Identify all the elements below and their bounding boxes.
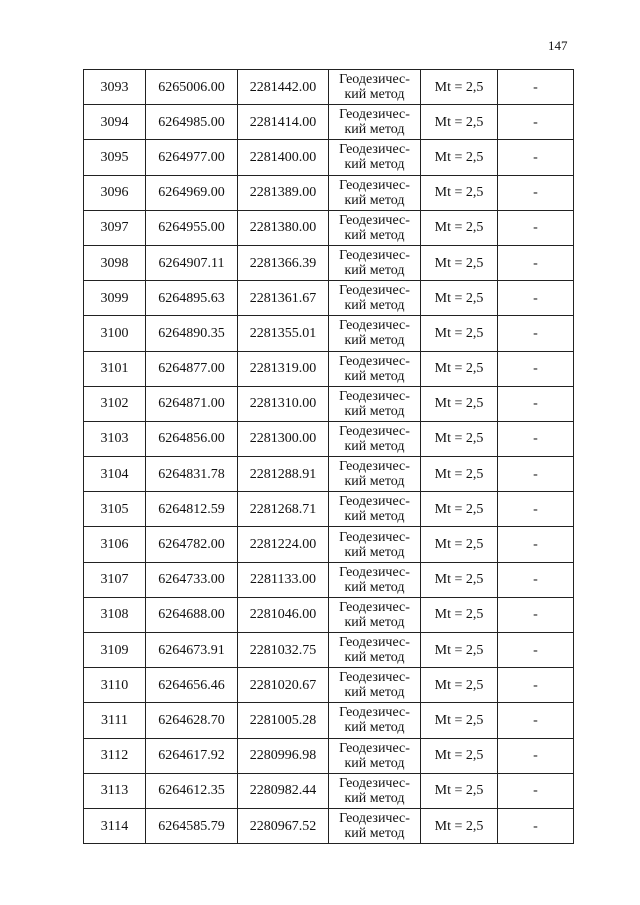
method-cell (329, 386, 421, 421)
x-coordinate-cell: 6264907.11 (146, 245, 238, 280)
accuracy-cell: Mt = 2,5 (421, 281, 498, 316)
table-row (84, 421, 574, 456)
method-line-1: Геодезичес- (339, 423, 410, 439)
table-row (84, 281, 574, 316)
method-cell (329, 421, 421, 456)
method-cell (329, 492, 421, 527)
accuracy-cell: Mt = 2,5 (421, 738, 498, 773)
accuracy-cell: Mt = 2,5 (421, 492, 498, 527)
table-row (84, 703, 574, 738)
x-coordinate-cell: 6264617.92 (146, 738, 238, 773)
method-line-2: кий метод (344, 509, 405, 525)
y-coordinate-cell: 2281005.28 (238, 703, 329, 738)
method-line-2: кий метод (344, 227, 405, 243)
point-number-cell: 3108 (84, 597, 146, 632)
method-line-1: Геодезичес- (339, 142, 410, 158)
method-cell (329, 105, 421, 140)
note-cell: - (498, 703, 574, 738)
accuracy-cell: Mt = 2,5 (421, 70, 498, 105)
note-cell: - (498, 738, 574, 773)
table-row (84, 105, 574, 140)
method-cell (329, 175, 421, 210)
accuracy-cell: Mt = 2,5 (421, 140, 498, 175)
method-cell (329, 457, 421, 492)
method-line-1: Геодезичес- (339, 635, 410, 651)
method-line-1: Геодезичес- (339, 564, 410, 580)
x-coordinate-cell: 6264955.00 (146, 210, 238, 245)
method-cell (329, 633, 421, 668)
note-cell: - (498, 668, 574, 703)
y-coordinate-cell: 2281414.00 (238, 105, 329, 140)
method-line-1: Геодезичес- (339, 811, 410, 827)
method-line-2: кий метод (344, 368, 405, 384)
method-line-2: кий метод (344, 192, 405, 208)
note-cell: - (498, 281, 574, 316)
point-number-cell: 3112 (84, 738, 146, 773)
method-line-2: кий метод (344, 298, 405, 314)
point-number-cell: 3103 (84, 421, 146, 456)
method-cell (329, 281, 421, 316)
method-cell (329, 703, 421, 738)
coordinates-table (83, 69, 574, 844)
method-cell (329, 808, 421, 843)
point-number-cell: 3105 (84, 492, 146, 527)
y-coordinate-cell: 2281319.00 (238, 351, 329, 386)
table-row (84, 245, 574, 280)
point-number-cell: 3094 (84, 105, 146, 140)
y-coordinate-cell: 2281032.75 (238, 633, 329, 668)
method-cell (329, 351, 421, 386)
point-number-cell: 3102 (84, 386, 146, 421)
y-coordinate-cell: 2280967.52 (238, 808, 329, 843)
method-line-1: Геодезичес- (339, 740, 410, 756)
x-coordinate-cell: 6264985.00 (146, 105, 238, 140)
note-cell: - (498, 457, 574, 492)
note-cell: - (498, 773, 574, 808)
table-row (84, 808, 574, 843)
method-line-2: кий метод (344, 438, 405, 454)
accuracy-cell: Mt = 2,5 (421, 457, 498, 492)
method-cell (329, 316, 421, 351)
x-coordinate-cell: 6264656.46 (146, 668, 238, 703)
y-coordinate-cell: 2281442.00 (238, 70, 329, 105)
y-coordinate-cell: 2281288.91 (238, 457, 329, 492)
method-line-1: Геодезичес- (339, 494, 410, 510)
method-line-2: кий метод (344, 650, 405, 666)
note-cell: - (498, 175, 574, 210)
note-cell: - (498, 492, 574, 527)
accuracy-cell: Mt = 2,5 (421, 562, 498, 597)
accuracy-cell: Mt = 2,5 (421, 703, 498, 738)
method-line-2: кий метод (344, 579, 405, 595)
method-cell (329, 562, 421, 597)
note-cell: - (498, 245, 574, 280)
point-number-cell: 3100 (84, 316, 146, 351)
y-coordinate-cell: 2281389.00 (238, 175, 329, 210)
method-cell (329, 597, 421, 632)
x-coordinate-cell: 6265006.00 (146, 70, 238, 105)
note-cell: - (498, 351, 574, 386)
x-coordinate-cell: 6264673.91 (146, 633, 238, 668)
method-cell (329, 70, 421, 105)
method-line-1: Геодезичес- (339, 353, 410, 369)
point-number-cell: 3113 (84, 773, 146, 808)
note-cell: - (498, 808, 574, 843)
method-line-2: кий метод (344, 755, 405, 771)
method-line-1: Геодезичес- (339, 212, 410, 228)
y-coordinate-cell: 2281300.00 (238, 421, 329, 456)
table-row (84, 386, 574, 421)
method-line-1: Геодезичес- (339, 318, 410, 334)
method-cell (329, 140, 421, 175)
y-coordinate-cell: 2281355.01 (238, 316, 329, 351)
method-line-2: кий метод (344, 403, 405, 419)
point-number-cell: 3111 (84, 703, 146, 738)
table-row (84, 562, 574, 597)
accuracy-cell: Mt = 2,5 (421, 668, 498, 703)
accuracy-cell: Mt = 2,5 (421, 421, 498, 456)
method-line-2: кий метод (344, 685, 405, 701)
method-line-2: кий метод (344, 122, 405, 138)
note-cell: - (498, 527, 574, 562)
table-row (84, 773, 574, 808)
method-line-2: кий метод (344, 614, 405, 630)
table-row (84, 633, 574, 668)
method-line-1: Геодезичес- (339, 599, 410, 615)
accuracy-cell: Mt = 2,5 (421, 597, 498, 632)
point-number-cell: 3106 (84, 527, 146, 562)
point-number-cell: 3107 (84, 562, 146, 597)
table-row (84, 738, 574, 773)
point-number-cell: 3114 (84, 808, 146, 843)
y-coordinate-cell: 2281310.00 (238, 386, 329, 421)
table-row (84, 527, 574, 562)
note-cell: - (498, 316, 574, 351)
accuracy-cell: Mt = 2,5 (421, 808, 498, 843)
method-cell (329, 527, 421, 562)
note-cell: - (498, 562, 574, 597)
table-body (84, 70, 574, 844)
method-line-2: кий метод (344, 474, 405, 490)
method-line-2: кий метод (344, 87, 405, 103)
x-coordinate-cell: 6264812.59 (146, 492, 238, 527)
y-coordinate-cell: 2281133.00 (238, 562, 329, 597)
x-coordinate-cell: 6264969.00 (146, 175, 238, 210)
table-row (84, 70, 574, 105)
x-coordinate-cell: 6264612.35 (146, 773, 238, 808)
point-number-cell: 3104 (84, 457, 146, 492)
method-line-1: Геодезичес- (339, 107, 410, 123)
y-coordinate-cell: 2281400.00 (238, 140, 329, 175)
method-line-1: Геодезичес- (339, 177, 410, 193)
x-coordinate-cell: 6264733.00 (146, 562, 238, 597)
method-cell (329, 668, 421, 703)
point-number-cell: 3101 (84, 351, 146, 386)
method-line-2: кий метод (344, 263, 405, 279)
accuracy-cell: Mt = 2,5 (421, 527, 498, 562)
method-line-2: кий метод (344, 790, 405, 806)
x-coordinate-cell: 6264831.78 (146, 457, 238, 492)
method-line-1: Геодезичес- (339, 72, 410, 88)
method-line-2: кий метод (344, 720, 405, 736)
method-line-1: Геодезичес- (339, 388, 410, 404)
y-coordinate-cell: 2281380.00 (238, 210, 329, 245)
method-line-1: Геодезичес- (339, 283, 410, 299)
x-coordinate-cell: 6264782.00 (146, 527, 238, 562)
table-row (84, 140, 574, 175)
accuracy-cell: Mt = 2,5 (421, 773, 498, 808)
table-row (84, 316, 574, 351)
x-coordinate-cell: 6264856.00 (146, 421, 238, 456)
accuracy-cell: Mt = 2,5 (421, 633, 498, 668)
accuracy-cell: Mt = 2,5 (421, 245, 498, 280)
y-coordinate-cell: 2281366.39 (238, 245, 329, 280)
y-coordinate-cell: 2280996.98 (238, 738, 329, 773)
method-line-1: Геодезичес- (339, 670, 410, 686)
x-coordinate-cell: 6264895.63 (146, 281, 238, 316)
note-cell: - (498, 140, 574, 175)
accuracy-cell: Mt = 2,5 (421, 175, 498, 210)
method-cell (329, 210, 421, 245)
accuracy-cell: Mt = 2,5 (421, 210, 498, 245)
y-coordinate-cell: 2280982.44 (238, 773, 329, 808)
x-coordinate-cell: 6264890.35 (146, 316, 238, 351)
y-coordinate-cell: 2281046.00 (238, 597, 329, 632)
method-line-1: Геодезичес- (339, 775, 410, 791)
point-number-cell: 3095 (84, 140, 146, 175)
note-cell: - (498, 386, 574, 421)
point-number-cell: 3093 (84, 70, 146, 105)
method-line-1: Геодезичес- (339, 459, 410, 475)
note-cell: - (498, 421, 574, 456)
note-cell: - (498, 210, 574, 245)
point-number-cell: 3096 (84, 175, 146, 210)
accuracy-cell: Mt = 2,5 (421, 386, 498, 421)
x-coordinate-cell: 6264628.70 (146, 703, 238, 738)
method-line-2: кий метод (344, 826, 405, 842)
y-coordinate-cell: 2281020.67 (238, 668, 329, 703)
page-number: 147 (548, 38, 568, 53)
table-row (84, 668, 574, 703)
table-row (84, 492, 574, 527)
note-cell: - (498, 105, 574, 140)
method-cell (329, 245, 421, 280)
method-cell (329, 738, 421, 773)
point-number-cell: 3097 (84, 210, 146, 245)
point-number-cell: 3109 (84, 633, 146, 668)
y-coordinate-cell: 2281224.00 (238, 527, 329, 562)
note-cell: - (498, 597, 574, 632)
method-cell (329, 773, 421, 808)
table-row (84, 175, 574, 210)
method-line-1: Геодезичес- (339, 529, 410, 545)
note-cell: - (498, 70, 574, 105)
accuracy-cell: Mt = 2,5 (421, 351, 498, 386)
method-line-2: кий метод (344, 544, 405, 560)
method-line-2: кий метод (344, 333, 405, 349)
x-coordinate-cell: 6264877.00 (146, 351, 238, 386)
accuracy-cell: Mt = 2,5 (421, 105, 498, 140)
accuracy-cell: Mt = 2,5 (421, 316, 498, 351)
point-number-cell: 3099 (84, 281, 146, 316)
y-coordinate-cell: 2281361.67 (238, 281, 329, 316)
x-coordinate-cell: 6264585.79 (146, 808, 238, 843)
x-coordinate-cell: 6264688.00 (146, 597, 238, 632)
method-line-1: Геодезичес- (339, 248, 410, 264)
method-line-2: кий метод (344, 157, 405, 173)
point-number-cell: 3110 (84, 668, 146, 703)
table-row (84, 597, 574, 632)
point-number-cell: 3098 (84, 245, 146, 280)
y-coordinate-cell: 2281268.71 (238, 492, 329, 527)
table-row (84, 210, 574, 245)
method-line-1: Геодезичес- (339, 705, 410, 721)
table-row (84, 457, 574, 492)
note-cell: - (498, 633, 574, 668)
x-coordinate-cell: 6264977.00 (146, 140, 238, 175)
x-coordinate-cell: 6264871.00 (146, 386, 238, 421)
table-row (84, 351, 574, 386)
